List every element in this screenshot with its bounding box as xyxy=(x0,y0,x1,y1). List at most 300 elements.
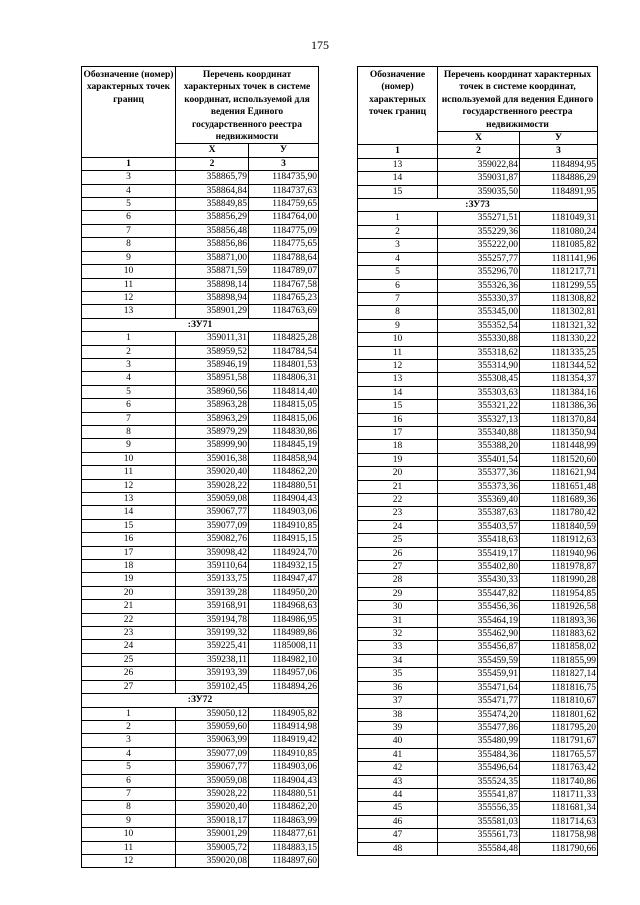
point-number: 45 xyxy=(358,802,438,815)
table-row xyxy=(82,814,319,827)
point-number: 43 xyxy=(358,775,438,788)
point-number: 4 xyxy=(358,252,438,265)
x-coordinate: 355484,36 xyxy=(438,748,520,761)
y-coordinate: 1184764,00 xyxy=(249,211,319,224)
point-number: 8 xyxy=(82,238,176,251)
x-coordinate: 359005,72 xyxy=(176,841,249,854)
point-number: 40 xyxy=(358,735,438,748)
table-row xyxy=(82,452,319,465)
x-coordinate: 355352,54 xyxy=(438,319,520,332)
x-coordinate: 355456,36 xyxy=(438,601,520,614)
point-number: 1 xyxy=(82,332,176,345)
x-coordinate: 355330,37 xyxy=(438,292,520,305)
table-row xyxy=(82,680,319,693)
x-coordinate: 355561,73 xyxy=(438,829,520,842)
table-header-row xyxy=(358,67,598,132)
table-row xyxy=(358,400,598,413)
table-row xyxy=(358,815,598,828)
x-coordinate: 355464,19 xyxy=(438,614,520,627)
y-coordinate: 1184862,20 xyxy=(249,801,319,814)
x-coordinate: 359082,76 xyxy=(176,533,249,546)
x-coordinate: 359028,22 xyxy=(176,479,249,492)
table-header-row xyxy=(82,67,319,144)
table-row xyxy=(358,601,598,614)
x-coordinate: 358898,94 xyxy=(176,291,249,304)
table-row xyxy=(82,519,319,532)
table-row xyxy=(358,762,598,775)
y-coordinate: 1184877,61 xyxy=(249,828,319,841)
point-number: 37 xyxy=(358,695,438,708)
y-coordinate: 1181893,36 xyxy=(520,614,598,627)
point-number: 6 xyxy=(82,774,176,787)
y-coordinate: 1184915,15 xyxy=(249,533,319,546)
point-number: 8 xyxy=(82,425,176,438)
table-row xyxy=(82,372,319,385)
y-coordinate: 1181765,57 xyxy=(520,748,598,761)
point-number: 9 xyxy=(82,439,176,452)
point-number: 10 xyxy=(82,452,176,465)
y-coordinate: 1181299,55 xyxy=(520,279,598,292)
point-number: 24 xyxy=(82,640,176,653)
section-label: :ЗУ71 xyxy=(82,318,319,331)
x-coordinate: 359067,77 xyxy=(176,506,249,519)
point-number: 18 xyxy=(358,440,438,453)
table-row xyxy=(82,425,319,438)
point-number: 12 xyxy=(82,854,176,867)
x-coordinate: 355314,90 xyxy=(438,359,520,372)
y-coordinate: 1184903,06 xyxy=(249,761,319,774)
y-coordinate: 1181354,37 xyxy=(520,373,598,386)
point-number: 1 xyxy=(82,707,176,720)
point-number: 14 xyxy=(82,506,176,519)
point-number: 7 xyxy=(82,787,176,800)
y-coordinate: 1181621,94 xyxy=(520,467,598,480)
table-row xyxy=(358,587,598,600)
y-coordinate: 1181926,58 xyxy=(520,601,598,614)
x-coordinate: 359199,32 xyxy=(176,627,249,640)
x-coordinate: 358959,52 xyxy=(176,345,249,358)
point-number: 31 xyxy=(358,614,438,627)
table-row xyxy=(82,345,319,358)
point-number: 36 xyxy=(358,681,438,694)
section-row xyxy=(82,694,319,707)
y-coordinate: 1184982,10 xyxy=(249,653,319,666)
column-number-1: 1 xyxy=(358,145,438,158)
y-coordinate: 1184814,40 xyxy=(249,385,319,398)
point-number: 28 xyxy=(358,574,438,587)
y-coordinate: 1184904,43 xyxy=(249,774,319,787)
point-number: 27 xyxy=(82,680,176,693)
table-row xyxy=(82,586,319,599)
point-number: 44 xyxy=(358,788,438,801)
y-coordinate: 1181448,99 xyxy=(520,440,598,453)
x-coordinate: 359110,64 xyxy=(176,560,249,573)
y-coordinate: 1181954,85 xyxy=(520,587,598,600)
x-coordinate: 359020,40 xyxy=(176,801,249,814)
table-row xyxy=(358,628,598,641)
table-row xyxy=(358,413,598,426)
point-number: 11 xyxy=(82,278,176,291)
x-coordinate: 359193,39 xyxy=(176,667,249,680)
point-number: 13 xyxy=(82,493,176,506)
y-coordinate: 1184986,95 xyxy=(249,613,319,626)
table-row xyxy=(82,238,319,251)
point-number: 10 xyxy=(82,265,176,278)
table-row xyxy=(358,547,598,560)
table-row xyxy=(358,829,598,842)
column-number-3: 3 xyxy=(249,157,319,170)
point-number: 5 xyxy=(358,266,438,279)
table-row xyxy=(358,453,598,466)
table-row xyxy=(358,279,598,292)
table-row xyxy=(358,654,598,667)
y-coordinate: 1181302,81 xyxy=(520,306,598,319)
point-number: 5 xyxy=(82,198,176,211)
table-row xyxy=(82,211,319,224)
y-coordinate: 1184904,43 xyxy=(249,493,319,506)
y-coordinate: 1184788,64 xyxy=(249,251,319,264)
y-coordinate: 1181810,67 xyxy=(520,695,598,708)
section-row xyxy=(358,199,598,212)
point-number: 4 xyxy=(82,372,176,385)
table-row xyxy=(82,707,319,720)
designation-header: Обозначение (номер) характерных точек границ xyxy=(358,67,438,145)
table-row xyxy=(358,735,598,748)
point-number: 7 xyxy=(358,292,438,305)
table-row xyxy=(358,346,598,359)
designation-header: Обозначение (номер) характерных точек границ xyxy=(82,67,176,158)
y-coordinate: 1184830,86 xyxy=(249,425,319,438)
y-coordinate: 1181141,96 xyxy=(520,252,598,265)
point-number: 25 xyxy=(358,534,438,547)
y-coordinate: 1181217,71 xyxy=(520,266,598,279)
y-coordinate: 1181858,02 xyxy=(520,641,598,654)
x-coordinate: 355257,77 xyxy=(438,252,520,265)
table-row xyxy=(358,239,598,252)
x-coordinate: 358960,56 xyxy=(176,385,249,398)
table-row xyxy=(358,668,598,681)
y-coordinate: 1181335,25 xyxy=(520,346,598,359)
y-coordinate: 1184880,51 xyxy=(249,787,319,800)
y-coordinate: 1184910,85 xyxy=(249,747,319,760)
x-coordinate: 355387,63 xyxy=(438,507,520,520)
y-coordinate: 1184863,99 xyxy=(249,814,319,827)
point-number: 11 xyxy=(82,466,176,479)
point-number: 9 xyxy=(82,251,176,264)
y-coordinate: 1185008,11 xyxy=(249,640,319,653)
y-coordinate: 1181816,75 xyxy=(520,681,598,694)
column-number-row xyxy=(358,145,598,158)
table-row xyxy=(358,292,598,305)
x-coordinate: 355462,90 xyxy=(438,628,520,641)
table-row xyxy=(82,560,319,573)
coordinate-list-header: Перечень координат характерных точек в системе координат, используемой для ведения Единого государственного реестра недвижимости xyxy=(438,67,598,132)
x-coordinate: 355330,88 xyxy=(438,333,520,346)
x-coordinate: 355326,36 xyxy=(438,279,520,292)
y-coordinate: 1184910,85 xyxy=(249,519,319,532)
table-row xyxy=(358,788,598,801)
table-row xyxy=(82,854,319,867)
point-number: 4 xyxy=(82,184,176,197)
point-number: 13 xyxy=(358,373,438,386)
y-coordinate: 1181740,86 xyxy=(520,775,598,788)
y-coordinate: 1181940,96 xyxy=(520,547,598,560)
y-coordinate: 1181714,63 xyxy=(520,815,598,828)
x-coordinate: 358898,14 xyxy=(176,278,249,291)
table-row xyxy=(82,787,319,800)
point-number: 15 xyxy=(358,400,438,413)
x-coordinate: 359016,38 xyxy=(176,452,249,465)
x-coordinate: 355340,88 xyxy=(438,426,520,439)
table-row xyxy=(358,386,598,399)
y-coordinate: 1184806,31 xyxy=(249,372,319,385)
point-number: 12 xyxy=(82,479,176,492)
x-coordinate: 359035,50 xyxy=(438,185,520,198)
table-row xyxy=(358,172,598,185)
x-coordinate: 355471,77 xyxy=(438,695,520,708)
x-coordinate: 359067,77 xyxy=(176,761,249,774)
table-row xyxy=(358,641,598,654)
x-coordinate: 355524,35 xyxy=(438,775,520,788)
x-coordinate: 358946,19 xyxy=(176,358,249,371)
table-row xyxy=(82,828,319,841)
x-coordinate: 355321,22 xyxy=(438,400,520,413)
table-row xyxy=(358,775,598,788)
x-coordinate: 358871,59 xyxy=(176,265,249,278)
point-number: 35 xyxy=(358,668,438,681)
table-body-right xyxy=(358,158,598,855)
section-label: :ЗУ72 xyxy=(82,694,319,707)
y-coordinate: 1181855,99 xyxy=(520,654,598,667)
y-coordinate: 1181651,48 xyxy=(520,480,598,493)
point-number: 20 xyxy=(82,586,176,599)
y-coordinate: 1184737,63 xyxy=(249,184,319,197)
y-coordinate: 1181801,62 xyxy=(520,708,598,721)
table-row xyxy=(82,224,319,237)
table-row xyxy=(358,494,598,507)
y-coordinate: 1181791,67 xyxy=(520,735,598,748)
x-coordinate: 358901,29 xyxy=(176,305,249,318)
y-coordinate: 1184862,20 xyxy=(249,466,319,479)
point-number: 25 xyxy=(82,653,176,666)
table-row xyxy=(82,600,319,613)
table-row xyxy=(82,479,319,492)
x-coordinate: 355308,45 xyxy=(438,373,520,386)
table-row xyxy=(82,466,319,479)
y-coordinate: 1181049,31 xyxy=(520,212,598,225)
table-row xyxy=(358,333,598,346)
table-row xyxy=(82,761,319,774)
table-body-left xyxy=(82,171,319,868)
table-row xyxy=(358,373,598,386)
x-coordinate: 359194,78 xyxy=(176,613,249,626)
x-coordinate: 358871,00 xyxy=(176,251,249,264)
point-number: 5 xyxy=(82,761,176,774)
table-row xyxy=(82,399,319,412)
table-row xyxy=(82,613,319,626)
point-number: 15 xyxy=(82,519,176,532)
point-number: 7 xyxy=(82,224,176,237)
point-number: 29 xyxy=(358,587,438,600)
point-number: 47 xyxy=(358,829,438,842)
point-number: 8 xyxy=(358,306,438,319)
column-number-2: 2 xyxy=(176,157,249,170)
y-coordinate: 1181330,22 xyxy=(520,333,598,346)
table-row xyxy=(358,480,598,493)
y-coordinate: 1181763,42 xyxy=(520,762,598,775)
table-row xyxy=(358,748,598,761)
table-row xyxy=(358,574,598,587)
x-coordinate: 355477,86 xyxy=(438,721,520,734)
y-coordinate: 1184767,58 xyxy=(249,278,319,291)
table-row xyxy=(358,802,598,815)
y-coordinate: 1184784,54 xyxy=(249,345,319,358)
y-coordinate: 1181840,59 xyxy=(520,520,598,533)
y-coordinate: 1184894,95 xyxy=(520,158,598,171)
x-coordinate: 355541,87 xyxy=(438,788,520,801)
table-row xyxy=(82,439,319,452)
x-coordinate: 359238,11 xyxy=(176,653,249,666)
x-coordinate: 355377,36 xyxy=(438,467,520,480)
x-coordinate: 355459,91 xyxy=(438,668,520,681)
point-number: 2 xyxy=(82,720,176,733)
table-row xyxy=(82,747,319,760)
point-number: 22 xyxy=(358,494,438,507)
x-coordinate: 359028,22 xyxy=(176,787,249,800)
y-coordinate: 1184845,19 xyxy=(249,439,319,452)
column-number-row xyxy=(82,157,319,170)
x-coordinate: 355456,87 xyxy=(438,641,520,654)
point-number: 23 xyxy=(82,627,176,640)
point-number: 17 xyxy=(82,546,176,559)
point-number: 46 xyxy=(358,815,438,828)
table-row xyxy=(82,841,319,854)
table-row xyxy=(82,332,319,345)
point-number: 21 xyxy=(82,600,176,613)
table-row xyxy=(82,184,319,197)
y-coordinate: 1181711,33 xyxy=(520,788,598,801)
y-coordinate: 1181085,82 xyxy=(520,239,598,252)
table-row xyxy=(82,385,319,398)
table-row xyxy=(358,426,598,439)
table-row xyxy=(82,627,319,640)
x-coordinate: 355303,63 xyxy=(438,386,520,399)
x-coordinate: 355474,20 xyxy=(438,708,520,721)
table-row xyxy=(82,573,319,586)
table-row xyxy=(82,291,319,304)
x-coordinate: 358963,28 xyxy=(176,399,249,412)
x-coordinate: 355496,64 xyxy=(438,762,520,775)
y-column-header: У xyxy=(249,144,319,157)
x-coordinate: 355430,33 xyxy=(438,574,520,587)
table-row xyxy=(358,507,598,520)
y-coordinate: 1184815,05 xyxy=(249,399,319,412)
y-coordinate: 1181883,62 xyxy=(520,628,598,641)
point-number: 3 xyxy=(82,171,176,184)
table-row xyxy=(358,158,598,171)
column-number-2: 2 xyxy=(438,145,520,158)
table-row xyxy=(82,667,319,680)
x-coordinate: 359168,91 xyxy=(176,600,249,613)
x-coordinate: 355418,63 xyxy=(438,534,520,547)
table-row xyxy=(82,278,319,291)
y-coordinate: 1184815,06 xyxy=(249,412,319,425)
table-row xyxy=(358,708,598,721)
point-number: 39 xyxy=(358,721,438,734)
point-number: 18 xyxy=(82,560,176,573)
x-coordinate: 355403,57 xyxy=(438,520,520,533)
point-number: 6 xyxy=(82,399,176,412)
x-coordinate: 355271,51 xyxy=(438,212,520,225)
coordinates-table-left xyxy=(81,66,319,868)
y-coordinate: 1184968,63 xyxy=(249,600,319,613)
point-number: 17 xyxy=(358,426,438,439)
x-coordinate: 358856,48 xyxy=(176,224,249,237)
point-number: 6 xyxy=(358,279,438,292)
y-coordinate: 1181386,36 xyxy=(520,400,598,413)
x-coordinate: 359077,09 xyxy=(176,747,249,760)
point-number: 3 xyxy=(82,734,176,747)
y-coordinate: 1184903,06 xyxy=(249,506,319,519)
point-number: 10 xyxy=(358,333,438,346)
table-row xyxy=(82,533,319,546)
point-number: 12 xyxy=(82,291,176,304)
y-coordinate: 1184914,98 xyxy=(249,720,319,733)
y-coordinate: 1184894,26 xyxy=(249,680,319,693)
point-number: 3 xyxy=(82,358,176,371)
y-coordinate: 1184924,70 xyxy=(249,546,319,559)
x-coordinate: 355471,64 xyxy=(438,681,520,694)
point-number: 16 xyxy=(358,413,438,426)
x-coordinate: 355369,40 xyxy=(438,494,520,507)
x-coordinate: 355584,48 xyxy=(438,842,520,855)
point-number: 6 xyxy=(82,211,176,224)
y-coordinate: 1181344,52 xyxy=(520,359,598,372)
y-coordinate: 1184947,47 xyxy=(249,573,319,586)
table-row xyxy=(358,212,598,225)
x-coordinate: 355373,36 xyxy=(438,480,520,493)
point-number: 3 xyxy=(358,239,438,252)
point-number: 7 xyxy=(82,412,176,425)
y-coordinate: 1181308,82 xyxy=(520,292,598,305)
table-row xyxy=(82,305,319,318)
table-row xyxy=(82,640,319,653)
table-row xyxy=(82,720,319,733)
y-coordinate: 1181912,63 xyxy=(520,534,598,547)
x-column-header: Х xyxy=(438,132,520,145)
x-coordinate: 358856,86 xyxy=(176,238,249,251)
x-coordinate: 359020,40 xyxy=(176,466,249,479)
table-row xyxy=(358,614,598,627)
x-coordinate: 359050,12 xyxy=(176,707,249,720)
point-number: 23 xyxy=(358,507,438,520)
table-row xyxy=(358,681,598,694)
x-coordinate: 359059,08 xyxy=(176,493,249,506)
y-coordinate: 1181321,32 xyxy=(520,319,598,332)
point-number: 41 xyxy=(358,748,438,761)
y-coordinate: 1184905,82 xyxy=(249,707,319,720)
point-number: 34 xyxy=(358,654,438,667)
coordinate-list-header: Перечень координат характерных точек в системе координат, используемой для ведения Единого государственного реестра недвижимости xyxy=(176,67,319,144)
x-coordinate: 359059,60 xyxy=(176,720,249,733)
point-number: 32 xyxy=(358,628,438,641)
x-coordinate: 358979,29 xyxy=(176,425,249,438)
point-number: 11 xyxy=(358,346,438,359)
point-number: 9 xyxy=(358,319,438,332)
y-coordinate: 1184789,07 xyxy=(249,265,319,278)
table-row xyxy=(82,358,319,371)
point-number: 48 xyxy=(358,842,438,855)
